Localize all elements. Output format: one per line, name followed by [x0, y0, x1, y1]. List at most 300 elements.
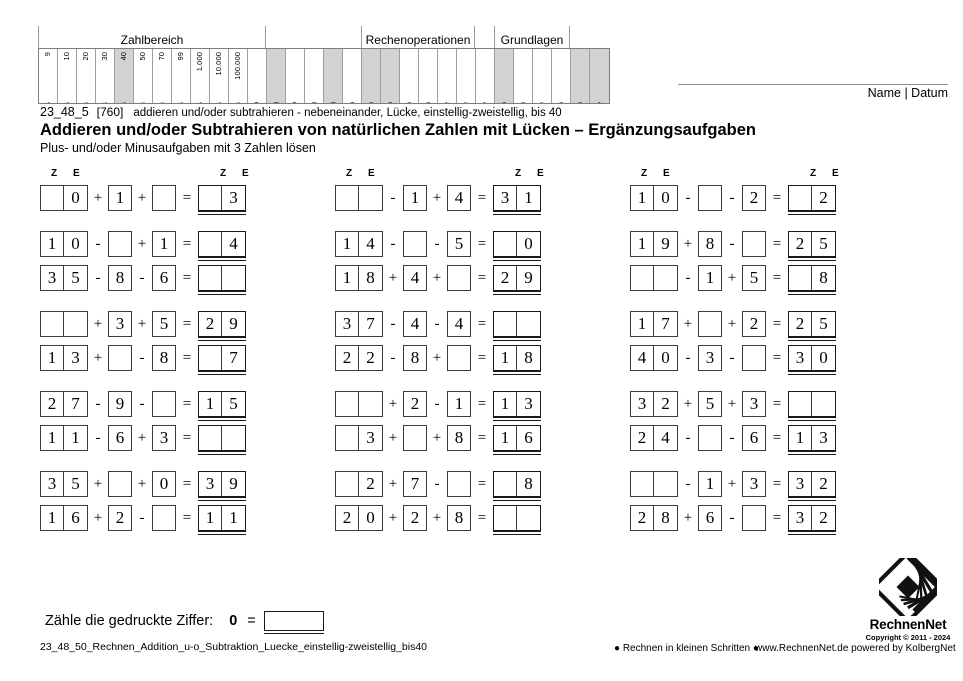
category-cell-mengen[interactable] — [514, 49, 533, 103]
result-box[interactable] — [198, 185, 246, 211]
operand-a-box[interactable] — [630, 505, 678, 531]
operand-b-box[interactable]: 8 — [108, 265, 132, 291]
tens-cell[interactable] — [494, 312, 517, 336]
place-header-ones-right: E — [242, 168, 250, 179]
tens-cell[interactable]: 3 — [199, 472, 222, 496]
operand-c-box[interactable] — [152, 185, 176, 211]
ones-cell[interactable]: 2 — [366, 348, 375, 367]
operand-c-box[interactable]: 4 — [447, 185, 471, 211]
operator-2: + — [137, 429, 147, 446]
result-box[interactable] — [788, 471, 836, 497]
ones-cell[interactable]: 0 — [71, 234, 80, 253]
equation-row — [335, 229, 635, 259]
operand-c-box[interactable]: 3 — [152, 425, 176, 451]
tens-cell[interactable] — [336, 472, 359, 496]
operand-a-box[interactable] — [335, 185, 383, 211]
result-box[interactable] — [198, 345, 246, 371]
tens-cell[interactable]: 2 — [789, 232, 812, 256]
category-cell-lücke[interactable] — [590, 49, 609, 103]
operator-2: + — [137, 189, 147, 206]
result-box[interactable] — [493, 311, 541, 337]
tens-cell[interactable] — [41, 312, 64, 336]
result-box[interactable] — [493, 425, 541, 451]
category-cell-subtraktion[interactable] — [381, 49, 400, 103]
tens-cell[interactable] — [199, 232, 222, 256]
operand-b-box[interactable]: 1 — [698, 265, 722, 291]
tens-cell[interactable]: 1 — [631, 186, 654, 210]
operand-a-box[interactable] — [40, 265, 88, 291]
operand-b-box[interactable]: 2 — [403, 391, 427, 417]
equation-row — [335, 309, 635, 339]
equals-sign: = — [477, 395, 487, 412]
category-cell-1-000[interactable] — [191, 49, 210, 103]
tens-cell[interactable]: 2 — [41, 392, 64, 416]
operand-a-box[interactable] — [335, 265, 383, 291]
tens-cell[interactable]: 4 — [631, 346, 654, 370]
operand-b-box[interactable]: 1 — [403, 185, 427, 211]
tens-cell[interactable]: 3 — [41, 266, 64, 290]
equation-row — [335, 183, 635, 213]
tens-cell[interactable]: 1 — [631, 312, 654, 336]
result-box[interactable] — [493, 265, 541, 291]
result-box[interactable] — [198, 311, 246, 337]
place-header-tens-left: Z — [641, 168, 648, 179]
ones-cell[interactable]: 8 — [524, 474, 533, 493]
place-value-header — [335, 168, 635, 183]
operand-c-box[interactable]: 3 — [742, 391, 766, 417]
operator-1: + — [93, 475, 103, 492]
ones-cell[interactable] — [64, 312, 87, 336]
category-cell-zahlen[interactable] — [495, 49, 514, 103]
result-box[interactable] — [788, 345, 836, 371]
tens-cell[interactable]: 1 — [41, 232, 64, 256]
ones-cell[interactable]: 3 — [71, 348, 80, 367]
ones-cell[interactable]: 8 — [366, 268, 375, 287]
operand-c-box[interactable]: 5 — [152, 311, 176, 337]
operand-a-box[interactable] — [40, 231, 88, 257]
operand-b-box[interactable]: 8 — [698, 231, 722, 257]
category-cell-row — [38, 48, 610, 104]
ones-cell[interactable] — [812, 392, 835, 416]
operand-a-box[interactable] — [40, 185, 88, 211]
tens-cell[interactable] — [494, 506, 517, 530]
operand-c-box[interactable]: 8 — [152, 345, 176, 371]
operator-1: - — [95, 429, 101, 446]
operand-a-box[interactable] — [335, 471, 383, 497]
result-box[interactable] — [493, 185, 541, 211]
worksheet-header — [0, 0, 963, 100]
operand-b-box[interactable]: 9 — [108, 391, 132, 417]
result-box[interactable] — [198, 425, 246, 451]
operand-a-box[interactable] — [335, 231, 383, 257]
equation-row — [40, 309, 340, 339]
ones-cell[interactable]: 4 — [661, 428, 670, 447]
operator-2: - — [139, 269, 145, 286]
operand-c-box[interactable]: 2 — [742, 311, 766, 337]
operand-a-box[interactable] — [630, 425, 678, 451]
ones-cell[interactable]: 0 — [524, 234, 533, 253]
equals-sign: = — [477, 189, 487, 206]
operand-b-box[interactable] — [698, 185, 722, 211]
place-value-header — [40, 168, 340, 183]
operand-b-box[interactable] — [108, 471, 132, 497]
category-cell-value: 100.000 — [233, 52, 242, 80]
operand-a-box[interactable] — [40, 471, 88, 497]
equation-row — [335, 389, 635, 419]
operand-a-box[interactable] — [40, 391, 88, 417]
ones-cell[interactable]: 5 — [819, 234, 828, 253]
operand-a-box[interactable] — [630, 471, 678, 497]
result-box[interactable] — [198, 231, 246, 257]
ones-cell[interactable]: 7 — [229, 348, 238, 367]
category-cell-50[interactable] — [134, 49, 153, 103]
operand-b-box[interactable] — [403, 425, 427, 451]
ones-cell[interactable]: 2 — [366, 474, 375, 493]
ones-cell[interactable]: 9 — [229, 474, 238, 493]
tens-cell[interactable]: 1 — [199, 392, 222, 416]
tens-cell[interactable] — [336, 186, 359, 210]
category-cell-ohne-übertrag[interactable] — [305, 49, 324, 103]
place-value-header — [630, 168, 930, 183]
operand-c-box[interactable]: 2 — [742, 185, 766, 211]
ones-cell[interactable]: 9 — [661, 234, 670, 253]
tens-cell[interactable]: 3 — [789, 472, 812, 496]
exercise-group — [630, 229, 930, 293]
category-cell-unit — [63, 102, 71, 103]
category-cell-addition[interactable] — [362, 49, 381, 103]
file-code-label: 23_48_50_Rechnen_Addition_u-o_Subtraktion_Luecke_einstellig-zweistellig_bis40 — [40, 641, 428, 653]
tens-cell[interactable] — [789, 392, 812, 416]
operand-c-box[interactable] — [447, 265, 471, 291]
operand-c-box[interactable] — [742, 345, 766, 371]
operand-c-box[interactable] — [742, 505, 766, 531]
operand-b-box[interactable] — [403, 231, 427, 257]
ones-cell[interactable]: 9 — [524, 268, 533, 287]
exercise-group — [630, 183, 930, 213]
ones-cell[interactable] — [517, 506, 540, 530]
operand-b-box[interactable] — [698, 425, 722, 451]
category-cell-100-000[interactable] — [229, 49, 248, 103]
footer-slogan: ● Rechnen in kleinen Schritten ● — [614, 643, 759, 654]
ones-cell[interactable]: 7 — [661, 314, 670, 333]
operand-a-box[interactable] — [630, 185, 678, 211]
tens-cell[interactable]: 2 — [494, 266, 517, 290]
operand-a-box[interactable] — [40, 345, 88, 371]
tens-cell[interactable]: 1 — [494, 346, 517, 370]
operand-c-box[interactable]: 5 — [742, 265, 766, 291]
operator-2: + — [432, 269, 442, 286]
equation-row — [630, 469, 930, 499]
operand-a-box[interactable] — [630, 265, 678, 291]
operator-1: - — [390, 235, 396, 252]
tens-cell[interactable] — [199, 426, 222, 450]
operand-c-box[interactable]: 4 — [447, 311, 471, 337]
category-cell-value: 40 — [119, 52, 128, 61]
operand-b-box[interactable] — [108, 345, 132, 371]
operand-c-box[interactable]: 6 — [742, 425, 766, 451]
operand-b-box[interactable]: 7 — [403, 471, 427, 497]
category-cell-multiplikation[interactable] — [400, 49, 419, 103]
result-box[interactable] — [788, 265, 836, 291]
tens-cell[interactable]: 2 — [631, 506, 654, 530]
ones-cell[interactable] — [222, 266, 245, 290]
tens-cell[interactable]: 1 — [631, 232, 654, 256]
tens-cell[interactable] — [631, 266, 654, 290]
ones-cell[interactable]: 3 — [819, 428, 828, 447]
category-cell-10[interactable] — [58, 49, 77, 103]
operand-b-box[interactable]: 4 — [403, 265, 427, 291]
ones-cell[interactable]: 2 — [661, 394, 670, 413]
result-box[interactable] — [198, 265, 246, 291]
ones-cell[interactable]: 0 — [661, 348, 670, 367]
equals-sign: = — [182, 189, 192, 206]
ones-cell[interactable]: 1 — [71, 428, 80, 447]
ones-cell[interactable] — [222, 426, 245, 450]
ones-cell[interactable]: 0 — [366, 508, 375, 527]
operand-a-box[interactable] — [335, 425, 383, 451]
result-box[interactable] — [788, 505, 836, 531]
tens-cell[interactable]: 2 — [631, 426, 654, 450]
operand-a-box[interactable] — [40, 425, 88, 451]
category-cell-brüche[interactable] — [438, 49, 457, 103]
result-box[interactable] — [198, 471, 246, 497]
tens-cell[interactable]: 1 — [336, 266, 359, 290]
operator-2: + — [432, 349, 442, 366]
operand-b-box[interactable]: 5 — [698, 391, 722, 417]
tens-cell[interactable] — [494, 472, 517, 496]
ones-cell[interactable]: 3 — [229, 188, 238, 207]
result-box[interactable] — [788, 185, 836, 211]
tens-cell[interactable]: 2 — [336, 346, 359, 370]
operand-b-box[interactable]: 2 — [403, 505, 427, 531]
tens-cell[interactable] — [199, 266, 222, 290]
operand-c-box[interactable] — [742, 231, 766, 257]
ones-cell[interactable]: 7 — [366, 314, 375, 333]
operand-c-box[interactable] — [447, 471, 471, 497]
category-cell-40[interactable] — [115, 49, 134, 103]
operand-a-box[interactable] — [40, 505, 88, 531]
result-box[interactable] — [493, 345, 541, 371]
operand-c-box[interactable] — [447, 345, 471, 371]
tens-cell[interactable]: 2 — [199, 312, 222, 336]
tens-cell[interactable]: 1 — [41, 506, 64, 530]
ones-cell[interactable]: 0 — [661, 188, 670, 207]
name-date-label: Name | Datum — [867, 86, 948, 100]
operand-b-box[interactable]: 4 — [403, 311, 427, 337]
equals-sign: = — [182, 349, 192, 366]
count-answer-box[interactable] — [264, 611, 324, 631]
tens-cell[interactable] — [631, 472, 654, 496]
ones-cell[interactable]: 1 — [229, 508, 238, 527]
tens-cell[interactable]: 1 — [494, 392, 517, 416]
category-cell-dezimalsystem[interactable] — [552, 49, 571, 103]
equation-row — [40, 503, 340, 533]
operand-c-box[interactable]: 8 — [447, 505, 471, 531]
tens-cell[interactable] — [41, 186, 64, 210]
operand-b-box[interactable]: 2 — [108, 505, 132, 531]
result-box[interactable] — [493, 391, 541, 417]
ones-cell[interactable]: 9 — [229, 314, 238, 333]
tens-cell[interactable]: 3 — [41, 472, 64, 496]
category-cell-division[interactable] — [419, 49, 438, 103]
operand-b-box[interactable] — [698, 311, 722, 337]
category-cell-9[interactable] — [39, 49, 58, 103]
logo-wordmark: RechnenNet — [869, 617, 947, 632]
operand-a-box[interactable] — [630, 311, 678, 337]
category-cell-99[interactable] — [172, 49, 191, 103]
result-box[interactable] — [493, 505, 541, 531]
ones-cell[interactable]: 7 — [71, 394, 80, 413]
category-cell-prozente[interactable] — [457, 49, 476, 103]
tens-cell[interactable]: 1 — [199, 506, 222, 530]
category-cell-label — [500, 102, 508, 103]
category-cell-value: 1.000 — [195, 52, 204, 72]
tens-cell[interactable]: 1 — [41, 426, 64, 450]
category-cell-unit — [215, 102, 223, 103]
ones-cell[interactable] — [654, 266, 677, 290]
operand-b-box[interactable]: 3 — [698, 345, 722, 371]
operand-c-box[interactable]: 3 — [742, 471, 766, 497]
ones-cell[interactable]: 5 — [71, 474, 80, 493]
ones-cell[interactable]: 5 — [819, 314, 828, 333]
tens-cell[interactable]: 3 — [789, 506, 812, 530]
operand-c-box[interactable]: 1 — [152, 231, 176, 257]
operand-b-box[interactable] — [108, 231, 132, 257]
operand-a-box[interactable] — [335, 345, 383, 371]
operand-c-box[interactable]: 1 — [447, 391, 471, 417]
operand-a-box[interactable] — [335, 505, 383, 531]
tens-cell[interactable] — [199, 346, 222, 370]
place-header-ones-left: E — [368, 168, 376, 179]
result-box[interactable] — [788, 425, 836, 451]
category-cell-unit — [158, 102, 166, 103]
tens-cell[interactable] — [336, 426, 359, 450]
ones-cell[interactable]: 4 — [366, 234, 375, 253]
ones-cell[interactable] — [359, 392, 382, 416]
tens-cell[interactable] — [789, 186, 812, 210]
equals-sign: = — [772, 509, 782, 526]
result-box[interactable] — [788, 311, 836, 337]
ones-cell[interactable] — [359, 186, 382, 210]
operand-a-box[interactable] — [630, 345, 678, 371]
ones-cell[interactable]: 3 — [524, 394, 533, 413]
result-box[interactable] — [493, 471, 541, 497]
category-cell-ergänzungsaufgaben[interactable] — [571, 49, 590, 103]
tens-cell[interactable]: 1 — [41, 346, 64, 370]
tens-cell[interactable]: 3 — [631, 392, 654, 416]
category-cell-größer-100-000[interactable] — [248, 49, 267, 103]
operator-1: - — [685, 429, 691, 446]
equation-row — [40, 229, 340, 259]
ones-cell[interactable]: 2 — [819, 474, 828, 493]
ones-cell[interactable] — [654, 472, 677, 496]
operand-c-box[interactable]: 5 — [447, 231, 471, 257]
operator-2: + — [727, 395, 737, 412]
category-cell-70[interactable] — [153, 49, 172, 103]
ones-cell[interactable]: 8 — [661, 508, 670, 527]
operand-b-box[interactable]: 6 — [108, 425, 132, 451]
ones-cell[interactable]: 3 — [366, 428, 375, 447]
tens-cell[interactable]: 2 — [789, 312, 812, 336]
category-cell-mit-übertrag[interactable] — [324, 49, 343, 103]
ones-cell[interactable]: 1 — [524, 188, 533, 207]
ones-cell[interactable]: 5 — [71, 268, 80, 287]
ones-cell[interactable]: 6 — [524, 428, 533, 447]
tens-cell[interactable] — [789, 266, 812, 290]
ones-cell[interactable]: 2 — [819, 508, 828, 527]
operand-b-box[interactable]: 8 — [403, 345, 427, 371]
ones-cell[interactable]: 6 — [71, 508, 80, 527]
category-cell-komma[interactable] — [343, 49, 362, 103]
ones-cell[interactable]: 4 — [229, 234, 238, 253]
operand-b-box[interactable]: 6 — [698, 505, 722, 531]
category-cell-20[interactable] — [77, 49, 96, 103]
operand-a-box[interactable] — [40, 311, 88, 337]
ones-cell[interactable] — [517, 312, 540, 336]
operand-a-box[interactable] — [335, 311, 383, 337]
result-box[interactable] — [198, 391, 246, 417]
category-cell-30[interactable] — [96, 49, 115, 103]
operand-c-box[interactable]: 6 — [152, 265, 176, 291]
operand-a-box[interactable] — [630, 231, 678, 257]
result-box[interactable] — [788, 391, 836, 417]
equals-sign: = — [182, 235, 192, 252]
operand-a-box[interactable] — [335, 391, 383, 417]
tens-cell[interactable]: 3 — [336, 312, 359, 336]
tens-cell[interactable] — [199, 186, 222, 210]
operator-2: - — [729, 349, 735, 366]
tens-cell[interactable]: 1 — [336, 232, 359, 256]
category-cell-ohne-0[interactable] — [286, 49, 305, 103]
category-cell-geometrie[interactable] — [476, 49, 495, 103]
tens-cell[interactable] — [494, 232, 517, 256]
operand-b-box[interactable]: 1 — [108, 185, 132, 211]
operand-c-box[interactable] — [152, 505, 176, 531]
ones-cell[interactable]: 0 — [819, 348, 828, 367]
ones-cell[interactable]: 8 — [819, 268, 828, 287]
operand-b-box[interactable]: 3 — [108, 311, 132, 337]
category-cell-ganzes-teile[interactable] — [533, 49, 552, 103]
category-cell-label — [443, 102, 451, 103]
operand-c-box[interactable]: 8 — [447, 425, 471, 451]
operand-b-box[interactable]: 1 — [698, 471, 722, 497]
ones-cell[interactable]: 0 — [71, 188, 80, 207]
operand-a-box[interactable] — [630, 391, 678, 417]
operator-2: + — [137, 315, 147, 332]
category-cell-10-000[interactable] — [210, 49, 229, 103]
operand-c-box[interactable]: 0 — [152, 471, 176, 497]
tens-cell[interactable] — [336, 392, 359, 416]
tens-cell[interactable]: 3 — [494, 186, 517, 210]
tens-cell[interactable]: 1 — [789, 426, 812, 450]
category-cell-label — [519, 102, 527, 103]
ones-cell[interactable]: 5 — [229, 394, 238, 413]
tens-cell[interactable]: 3 — [789, 346, 812, 370]
tens-cell[interactable]: 1 — [494, 426, 517, 450]
category-cell-ein-u-zweistellig[interactable] — [267, 49, 286, 103]
ones-cell[interactable]: 2 — [819, 188, 828, 207]
result-box[interactable] — [493, 231, 541, 257]
operand-c-box[interactable] — [152, 391, 176, 417]
result-box[interactable] — [788, 231, 836, 257]
tens-cell[interactable]: 2 — [336, 506, 359, 530]
ones-cell[interactable]: 8 — [524, 348, 533, 367]
category-cell-value: 20 — [81, 52, 90, 61]
category-table — [38, 26, 610, 104]
result-box[interactable] — [198, 505, 246, 531]
operator-1: - — [685, 269, 691, 286]
exercise-group — [630, 469, 930, 533]
